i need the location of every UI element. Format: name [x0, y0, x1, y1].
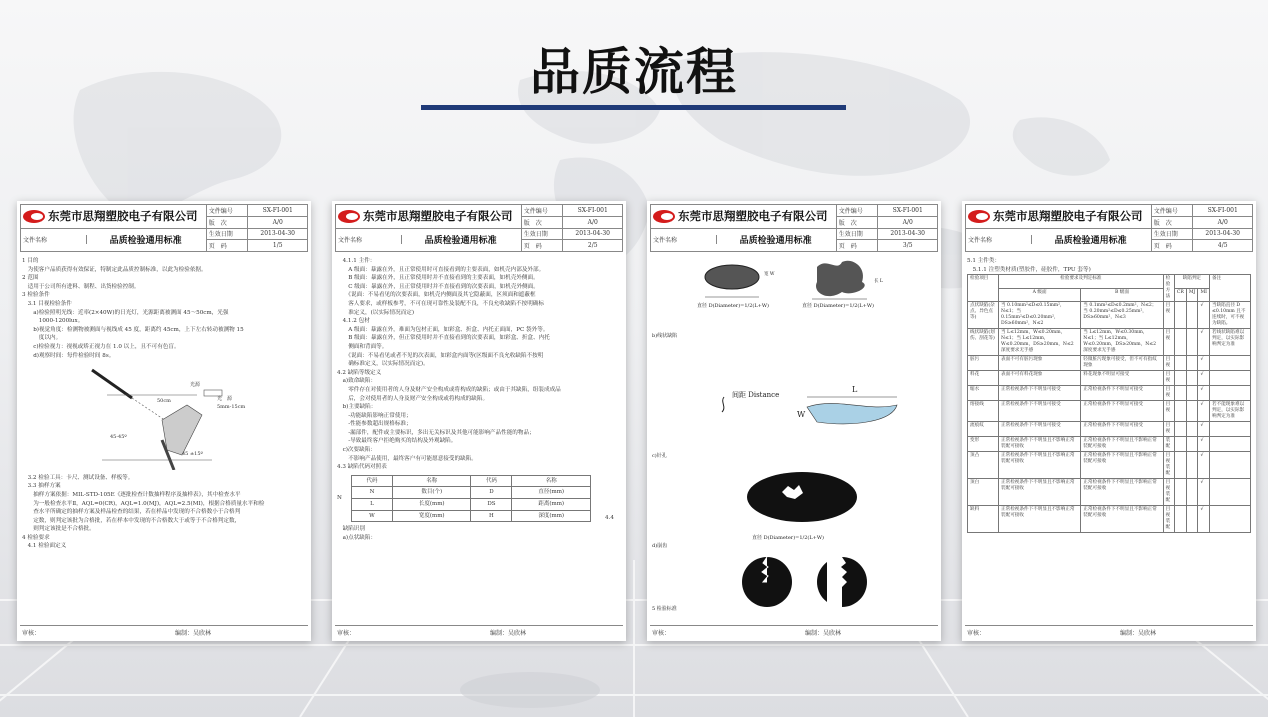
table-cell: 目视 [1165, 402, 1171, 414]
table-cell: 直径(mm) [538, 489, 565, 496]
text-line: a)点状缺陷： [337, 534, 377, 541]
table-header: MI [1200, 289, 1207, 295]
meta-label: 页 码 [1153, 243, 1172, 251]
table-cell: √ [1200, 453, 1204, 459]
table-header: MJ [1188, 289, 1196, 295]
text-line: 侧面和背面等。 [337, 343, 388, 350]
footer-review: 审核： [652, 630, 671, 637]
table-cell: 目视装配 [1165, 453, 1171, 477]
document-footer [335, 625, 623, 638]
table-cell: DS [487, 501, 496, 508]
table-cell: 若不能现象难以判定，以实际影响判定为准 [1212, 402, 1245, 420]
company-name: 东莞市思翔塑胶电子有限公司 [48, 209, 198, 224]
text-line: 查水平所确定的抽样方案及样品检查的结果，若在样品中发现的不合格数小于合格判 [22, 509, 241, 516]
dimension-label: 长 L [874, 279, 883, 284]
table-header: 代码 [485, 477, 497, 484]
table-cell: 正常检视条件下不明显可接受 [1001, 402, 1061, 408]
table-cell: 正常检视条件下不明显且不影响正常装配可接收 [1001, 453, 1075, 465]
meta-value: 1/5 [272, 242, 283, 250]
dimension-label: W [797, 410, 806, 419]
table-cell: √ [1200, 387, 1204, 393]
table-header: 检验方法 [1165, 276, 1171, 300]
footer-editor: 编制：吴欣林 [1120, 630, 1157, 637]
table-cell: 脏污 [970, 357, 980, 363]
footer-review: 审核： [337, 630, 356, 637]
meta-label: 文件编号 [838, 207, 863, 215]
table-header: 名称 [545, 477, 557, 484]
text-line: 为使客户品质获得有效保证，特制定此品质控制标准，以此为检验依据。 [22, 266, 207, 273]
doc-name-label: 文件名称 [338, 235, 402, 244]
text-line: c)检验视力：视视或矫正视力在 1.0 以上，且不可有色盲。 [22, 343, 180, 350]
footer-editor: 编制：吴欣林 [175, 630, 212, 637]
document-header [650, 204, 938, 252]
doc-name-label: 文件名称 [968, 235, 1032, 244]
footer-review: 审核： [967, 630, 986, 637]
table-header: B 级面 [1114, 289, 1129, 295]
document-body [967, 257, 1251, 622]
table-cell: 正常检视条件下不明显且不影响正常装配可接收 [1083, 438, 1157, 450]
table-cell: √ [1200, 402, 1204, 408]
meta-label: 文件编号 [1153, 207, 1178, 215]
diagram-label: 45 ±15º [182, 451, 203, 458]
footer-editor: 编制：吴欣林 [490, 630, 527, 637]
company-logo-icon [23, 210, 45, 223]
figure-caption: d)崩齿 [652, 543, 668, 549]
document-header [20, 204, 308, 252]
company-logo-icon [968, 210, 990, 223]
figure-caption: c)针孔 [652, 453, 667, 459]
text-line: 4.1.1 主件： [337, 258, 376, 264]
table-cell: 目视 [1165, 303, 1171, 315]
table-cell: 料花 [970, 372, 980, 378]
table-cell: 正常检视条件下不明显且不影响正常装配可接收 [1001, 507, 1075, 519]
table-cell: 数目(个) [421, 489, 443, 496]
table-cell: 目视 [1165, 387, 1171, 399]
doc-name-label: 文件名称 [653, 235, 717, 244]
diagram-label: 光 源 [217, 396, 233, 403]
table-cell: 当 0.10mm²≤D≤0.15mm²，N≤1；当 0.15mm²≤D≤0.20mm²，DS≥60mm²，N≤2 [1001, 303, 1065, 327]
text-line: 3.1 目视检验条件 [22, 300, 72, 307]
document-page-1 [17, 201, 311, 641]
table-cell: √ [1200, 423, 1204, 429]
meta-value: 2013-04-30 [575, 230, 610, 238]
page-title: 品质流程 [530, 43, 738, 101]
table-cell: 熔接线 [970, 402, 984, 408]
inspection-standard-table [967, 274, 1251, 533]
table-header: 代码 [366, 477, 378, 484]
table-cell: 目视 [1165, 330, 1171, 342]
doc-name: 品质检验通用标准 [1054, 236, 1127, 247]
text-line: a)检验照明光线：近率(2×40W)的日光灯，光源距离被测面 45～50cm，光强 [22, 309, 229, 316]
table-cell: 正常检视条件下不明显可接受 [1083, 387, 1144, 393]
title-underline [421, 105, 846, 110]
company-logo [653, 208, 834, 224]
doc-name: 品质检验通用标准 [424, 236, 497, 247]
meta-value: A/0 [902, 218, 913, 226]
table-cell: √ [1200, 507, 1204, 513]
table-cell: 顶白 [970, 480, 980, 486]
text-line: -漏部件，配件或主要标识，多出无关标识及其他可能影响产品性能的物品； [337, 429, 535, 436]
document-footer [965, 625, 1253, 638]
table-cell: 若线状缺陷难以判定，以实际影响判定为准 [1212, 330, 1245, 348]
meta-value: SX-FI-001 [577, 206, 608, 214]
table-cell: 缩水 [970, 387, 980, 393]
table-header: 检验项目 [970, 276, 989, 282]
text-line: a)致命缺陷： [337, 378, 377, 385]
text-line: B 级面：暴露在外，但正常使用时并不直接看到的次要表面，如彩盒、折盒、内托 [337, 335, 550, 342]
text-line: -导致最终客户拒绝购买的结构及外观缺陷。 [337, 438, 457, 445]
table-cell: 宽度(mm) [418, 512, 445, 519]
text-line: b)视觉角度：检测物被测面与视线成 45 度，距离约 45cm，上下左右转动被测物 15 [22, 326, 244, 333]
meta-value: 2013-04-30 [1205, 230, 1240, 238]
doc-name: 品质检验通用标准 [109, 236, 182, 247]
company-name: 东莞市思翔塑胶电子有限公司 [993, 209, 1143, 224]
meta-label: 版 次 [1153, 219, 1172, 227]
text-line: 适用于公司所有进料、制程、出货检验控制。 [22, 283, 140, 290]
figure-caption: 直径 D(Diameter)=1/2(L+W) [697, 303, 769, 309]
table-cell: √ [1200, 480, 1204, 486]
table-header: 名称 [426, 477, 438, 484]
table-side-label: N [337, 495, 342, 502]
table-cell: 当 0.1mm²≤D≤0.2mm²，N≤2；当 0.20mm²≤D≤0.25mm²，DS≥60mm²，N≤3 [1083, 303, 1157, 321]
table-cell: 正常检视条件下不明显可接受 [1083, 402, 1144, 408]
meta-label: 生效日期 [208, 231, 233, 239]
text-line: 《说面：不易看见或者不见的次表面，如彩盒内面等(区级面不良允收缺陷不按明 [337, 352, 544, 359]
meta-value: A/0 [587, 218, 598, 226]
meta-label: 版 次 [523, 219, 542, 227]
table-cell: N [369, 489, 375, 496]
table-cell: 正常检视条件下不明显可接受 [1001, 423, 1061, 429]
doc-name-label: 文件名称 [23, 235, 87, 244]
text-line: 4.3 缺陷代码对照表 [337, 464, 387, 471]
meta-value: SX-FI-001 [1207, 206, 1238, 214]
text-line: 《说面：不易看见的次要表面，如机壳内侧面及其它隐蔽面，区须面和遮蔽框 [337, 292, 536, 299]
text-line: 则判定该批是不合格批。 [22, 526, 95, 533]
table-cell: 表面不可有料花现象 [1001, 372, 1043, 378]
table-cell: 轻微脏污现象可接受，但不可有指纹现象 [1083, 357, 1157, 369]
table-cell: √ [1200, 372, 1204, 378]
text-line: c)次要缺陷： [337, 447, 376, 454]
table-cell: H [489, 512, 494, 519]
footer-review: 审核： [22, 630, 41, 637]
company-name: 东莞市思翔塑胶电子有限公司 [678, 209, 828, 224]
text-line: 缺陷识别 [337, 526, 365, 533]
text-line: C 级面：暴露在外，且正常使用时并不直接看到的次要表面，如机壳外侧面。 [337, 283, 539, 290]
text-line: B 级面：暴露在外，且正常使用时并不直接看到的主要表面，如机壳外侧面。 [337, 275, 539, 282]
text-line: A 级面：暴露在外，且正常使用时可直接看到的主要表面，如机壳内部及外部。 [337, 266, 545, 273]
meta-label: 版 次 [208, 219, 227, 227]
table-header: 检验要求及判定标准 [1060, 276, 1102, 282]
text-line: b)主要缺陷： [337, 404, 377, 411]
text-line: 1 目的 [22, 258, 39, 264]
text-line: 4.2 缺陷等级定义 [337, 369, 382, 376]
figure-caption: 间距 Distance [732, 391, 780, 399]
table-cell: 顶凸 [970, 453, 980, 459]
table-cell: 距离(mm) [538, 501, 565, 508]
meta-value: 2013-04-30 [890, 230, 925, 238]
table-cell: L [370, 501, 374, 508]
table-cell: 深度(mm) [538, 512, 565, 519]
text-line: 为一般检查水平Ⅱ，AQL=0(CR)，AQL=1.0(MJ)，AQL=2.5(MI)，根据合格质量水平和检 [22, 500, 265, 507]
text-line: 不影响产品使用，最终客户有可能愿意接受的缺陷。 [337, 455, 477, 462]
company-logo [23, 208, 204, 224]
document-header [335, 204, 623, 252]
table-cell: 正常检视条件下不明显可接受 [1083, 423, 1144, 429]
text-line: -性能参数超出规格标准； [337, 421, 412, 428]
text-line: 确标准定义，以实际情况而定)。 [337, 361, 429, 368]
table-cell: 目视装配 [1165, 480, 1171, 504]
company-cell [21, 205, 207, 229]
table-cell: 表面不可有脏污现象 [1001, 357, 1043, 363]
table-cell: √ [1200, 330, 1204, 336]
meta-value: 3/5 [902, 242, 913, 250]
table-cell: 缺料 [970, 507, 980, 513]
text-line: 4.1 检验面定义 [22, 543, 67, 550]
text-line: 定数，则判定该批为合格批，若在样本中发现的不合格数大于或等于不合格判定数， [22, 517, 241, 524]
company-cell [651, 205, 837, 229]
table-cell: 正常检视条件下不明显且不影响正常装配可接收 [1001, 480, 1075, 492]
table-cell: 流痕纹 [970, 423, 984, 429]
meta-value: SX-FI-001 [262, 206, 293, 214]
doc-name: 品质检验通用标准 [739, 236, 812, 247]
defect-code-table [351, 475, 591, 522]
meta-label: 版 次 [838, 219, 857, 227]
text-line: 3 检验条件 [22, 292, 50, 299]
table-right-label: 4.4 [605, 514, 614, 521]
text-line: 后，会对使用者的人身及财产安全构成或将构成的缺陷。 [337, 395, 489, 402]
table-cell: √ [1200, 438, 1204, 444]
inspection-angle-diagram [22, 360, 306, 470]
text-line: 2 范围 [22, 275, 39, 282]
meta-value: A/0 [1217, 218, 1228, 226]
table-cell: 装配 [1165, 438, 1171, 450]
text-line: 5.1.1 注塑类材质(塑胶件，硅胶件，TPU 套等) [967, 266, 1091, 273]
text-line: -功能缺陷影响正常使用； [337, 412, 412, 419]
table-cell: 点状缺陷(杂点、异色点等) [970, 303, 995, 321]
table-cell: 目视 [1165, 372, 1171, 384]
text-line: 3.2 检验工具：卡尺、测试设备、样板等。 [22, 474, 134, 481]
document-page-4 [962, 201, 1256, 641]
meta-label: 页 码 [523, 243, 542, 251]
meta-label: 页 码 [838, 243, 857, 251]
meta-label: 页 码 [208, 243, 227, 251]
text-line: 4.1.2 包材 [337, 318, 370, 325]
diagram-label: 5mm-15cm [217, 404, 246, 411]
company-logo [338, 208, 519, 224]
document-body [652, 257, 936, 622]
footer-editor: 编制：吴欣林 [805, 630, 842, 637]
table-header: A 级面 [1032, 289, 1047, 295]
meta-value: 4/5 [1217, 242, 1228, 250]
document-footer [650, 625, 938, 638]
dimension-label: 宽 W [764, 272, 775, 277]
meta-value: 2013-04-30 [260, 230, 295, 238]
company-logo [968, 208, 1149, 224]
meta-label: 生效日期 [1153, 231, 1178, 239]
table-cell: 当 L≤12mm，W≤0.30mm，N≤1；当 L≤12mm，W≤0.20mm，DS≥20mm，N≤2 深度要求无手感 [1083, 330, 1157, 354]
meta-value: SX-FI-001 [892, 206, 923, 214]
company-cell [966, 205, 1152, 229]
table-header: CR [1176, 289, 1184, 295]
table-cell: D [489, 489, 494, 496]
meta-label: 生效日期 [838, 231, 863, 239]
figure-caption: 5 检验标准 [652, 606, 677, 612]
table-cell: 正常检视条件下不明显且不影响正常装配可接收 [1001, 438, 1075, 450]
document-body [22, 257, 306, 622]
text-line: 零件存在对使用者的人身及财产安全构成或将构成的缺陷；或由于其缺陷，组装成成品 [337, 386, 561, 393]
document-body [337, 257, 621, 622]
text-line: 抽样方案依据：MIL-STD-105E《逐批检查计数抽样程序及抽样表》，其中检查水平 [22, 491, 241, 498]
table-cell: 目视 [1165, 423, 1171, 435]
meta-label: 文件编号 [523, 207, 548, 215]
table-cell: W [369, 512, 375, 519]
text-line: 4 检验要求 [22, 534, 50, 541]
text-line: 1000-1200lux。 [22, 318, 84, 325]
table-cell: 正常检视条件下不明显且不影响正常装配可接收 [1083, 480, 1157, 492]
meta-label: 生效日期 [523, 231, 548, 239]
table-header: 备注 [1212, 276, 1222, 282]
company-logo-icon [653, 210, 675, 223]
meta-value: A/0 [272, 218, 283, 226]
document-page-3 [647, 201, 941, 641]
figure-caption: 直径 D(Diameter)=1/2(L+W) [752, 535, 824, 541]
company-cell [336, 205, 522, 229]
table-cell: 目视装配 [1165, 507, 1171, 531]
text-line: d)观察时间：每件检验时间 8s。 [22, 352, 115, 359]
company-name: 东莞市思翔塑胶电子有限公司 [363, 209, 513, 224]
table-cell: 正常检视条件下不明显且不影响正常装配可接收 [1083, 507, 1157, 519]
table-cell: √ [1200, 303, 1204, 309]
figure-caption: 直径 D(Diameter)=1/2(L+W) [802, 303, 874, 309]
text-line: 度以内。 [22, 335, 62, 342]
text-line: 客人要求，或样板参考，不可在现可靠性及装配不良，不良允收缺陷不按明确标 [337, 300, 544, 307]
table-cell: 目视 [1165, 357, 1171, 369]
meta-value: 2/5 [587, 242, 598, 250]
diagram-label: 光源 [190, 382, 201, 389]
text-line: 5.1 主件类： [967, 258, 1001, 264]
table-cell: 正常检视条件下不明显且不影响正常装配可接收 [1083, 453, 1157, 465]
text-line: 准定义，(以实际情况而定) [337, 309, 415, 316]
figure-caption: b)线状缺陷 [652, 333, 678, 339]
table-cell: 长度(mm) [418, 501, 445, 508]
document-header [965, 204, 1253, 252]
table-cell: 正常检视条件下不明显可接受 [1001, 387, 1061, 393]
diagram-label: 45-45º [110, 434, 127, 441]
table-cell: 变形 [970, 438, 980, 444]
table-cell: √ [1200, 357, 1204, 363]
table-cell: 当缺陷直径 D ≤0.10mm 且不连续时，可不视为缺陷。 [1212, 303, 1246, 327]
table-header: 缺陷判定 [1182, 276, 1202, 282]
document-footer [20, 625, 308, 638]
table-cell: 料花现象不明显可接受 [1083, 372, 1130, 378]
document-page-2 [332, 201, 626, 641]
diagram-label: 50cm [157, 398, 171, 405]
table-cell: 当 L≤12mm，W≤0.20mm，N≤1；当 L≤12mm，W≤0.20mm，DS≥20mm，N≤2 深度要求无手感 [1001, 330, 1074, 354]
company-logo-icon [338, 210, 360, 223]
text-line: 3.3 抽样方案 [22, 483, 61, 490]
table-cell: 线状缺陷(划伤、刮花等) [970, 330, 995, 342]
dimension-label: L [852, 385, 858, 394]
text-line: A 级面：暴露在外，难面为包材正面，如彩盒、折盒、内托正面面，PC 袋外等。 [337, 326, 549, 333]
meta-label: 文件编号 [208, 207, 233, 215]
defect-illustrations [652, 257, 936, 617]
